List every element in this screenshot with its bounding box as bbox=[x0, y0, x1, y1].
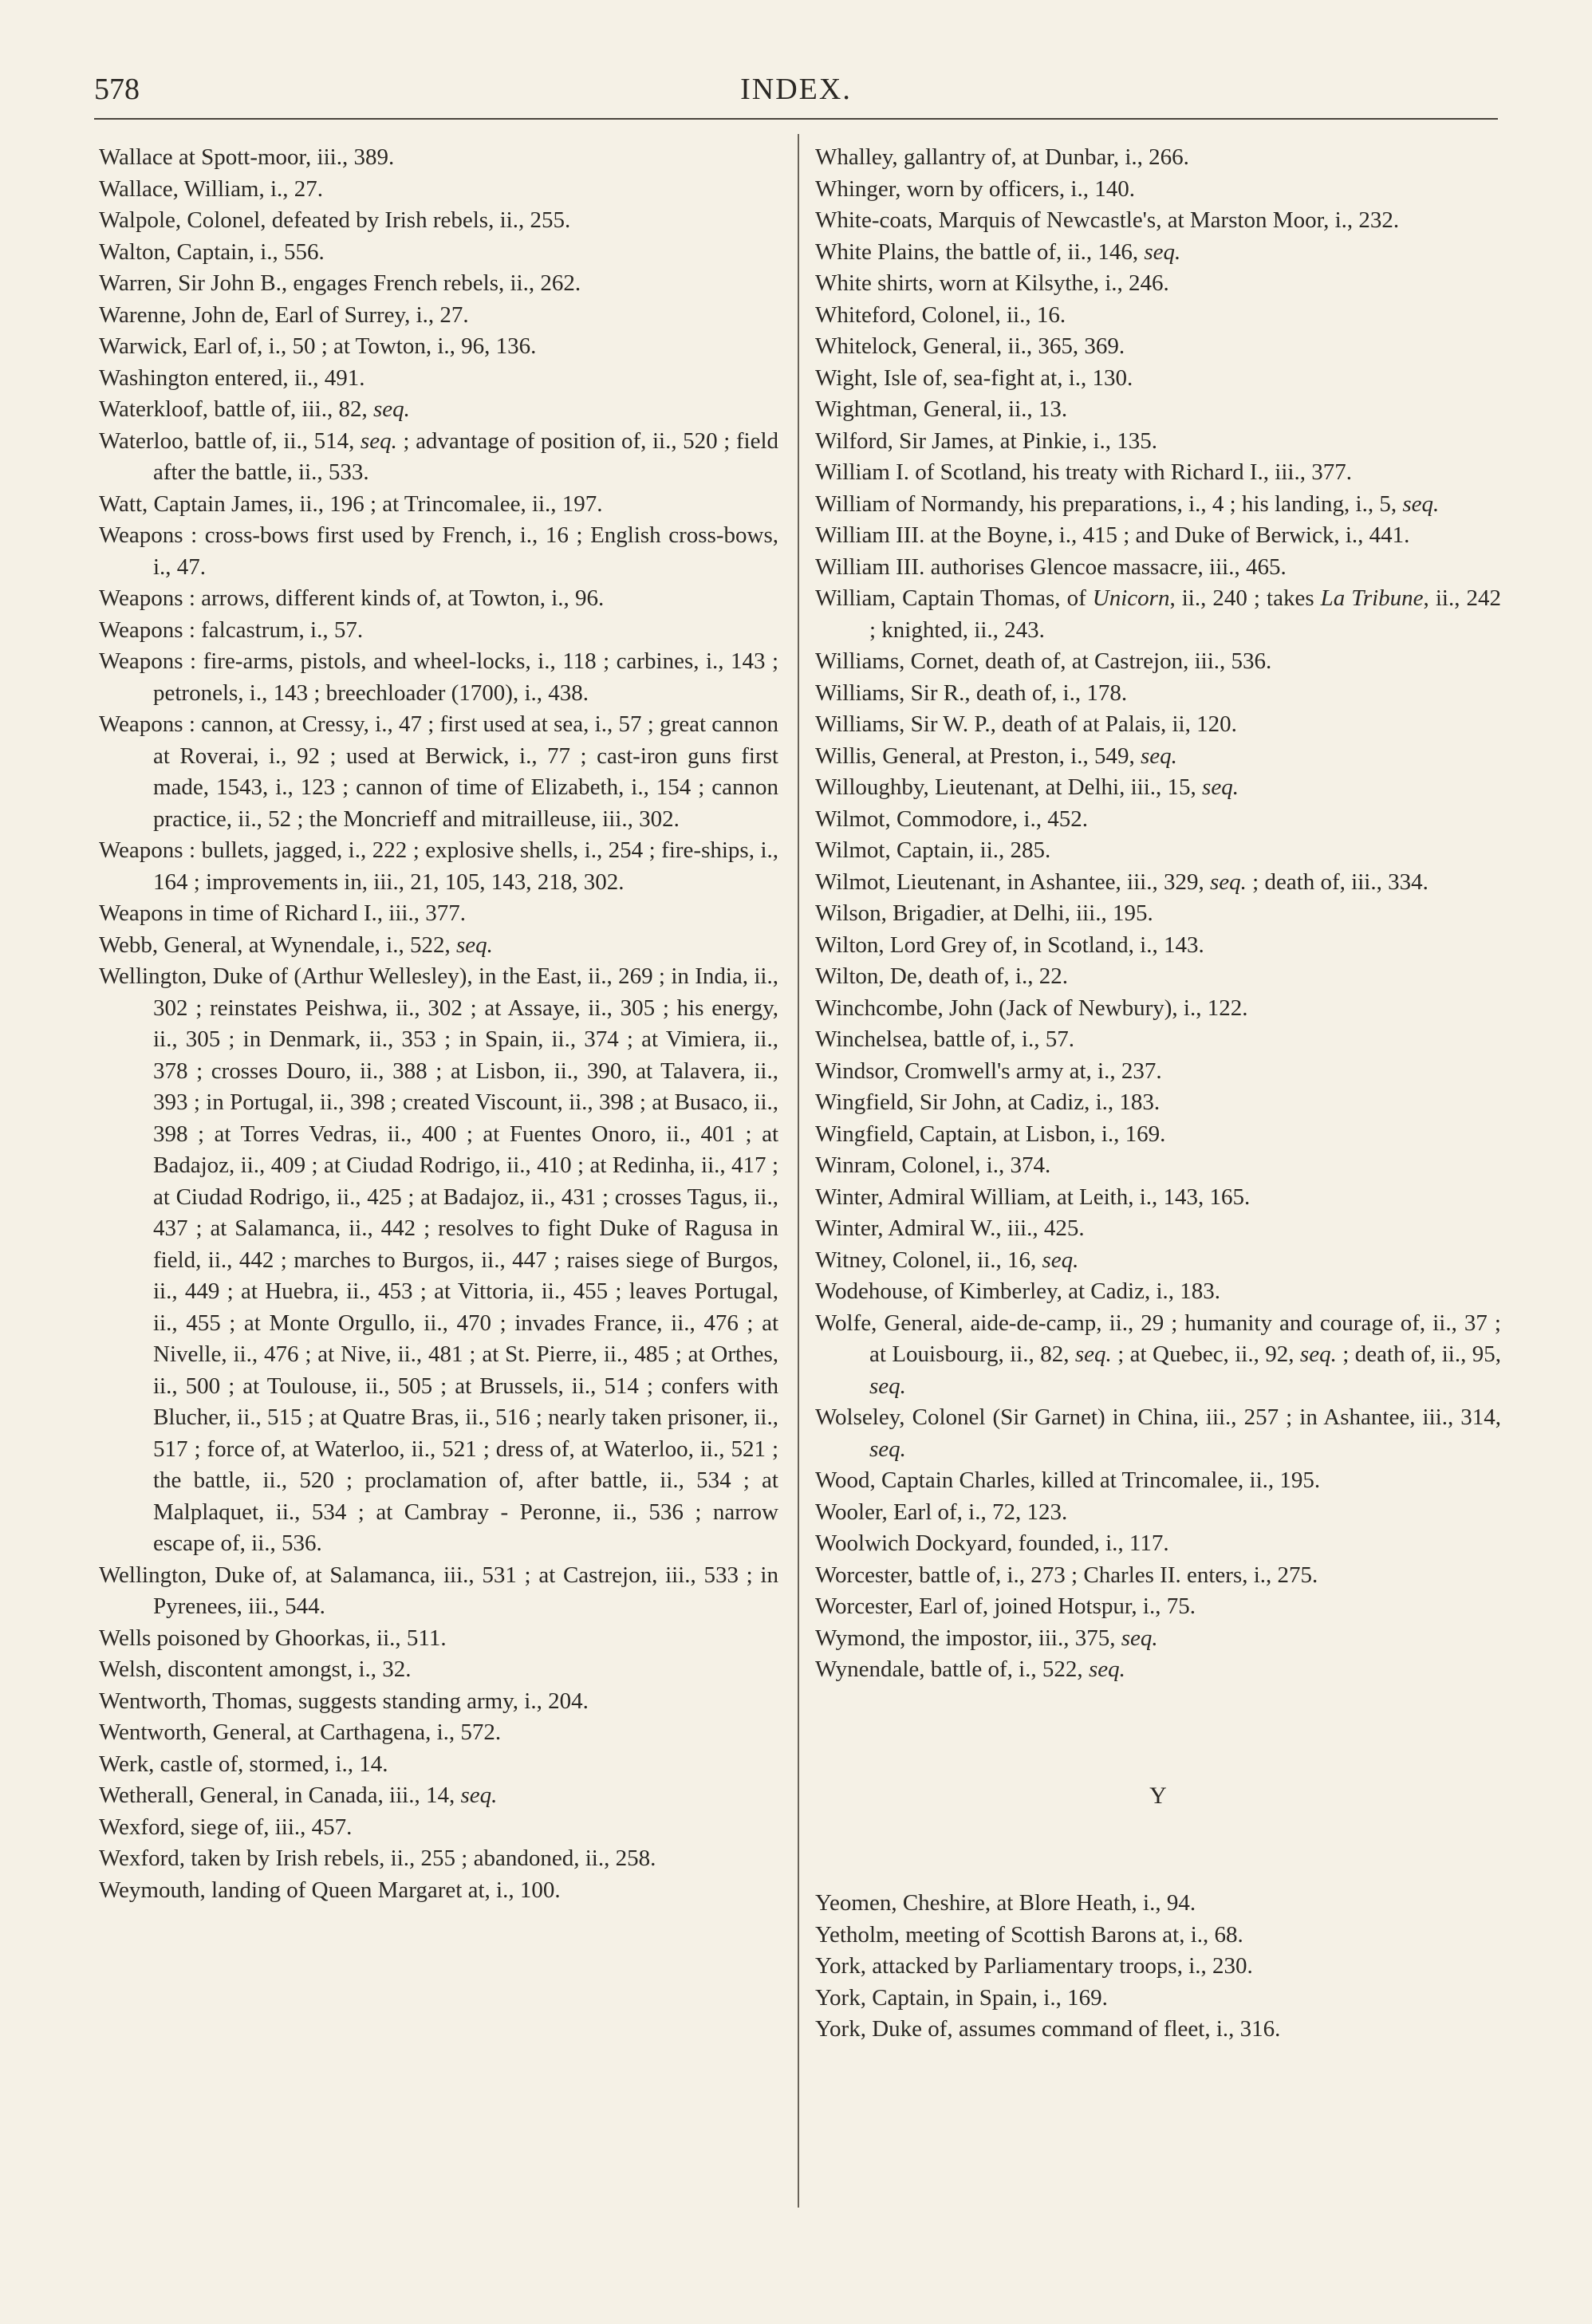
index-entry: Wodehouse, of Kimberley, at Cadiz, i., 183. bbox=[815, 1278, 1220, 1304]
index-entry: Wolfe, General, aide-de-camp, ii., 29 ; humanity and courage of, ii., 37 ; at Louisbourg, ii., 82, seq. ; at Quebec, ii., 92, seq. ; death of, ii., 95, seq. bbox=[815, 1310, 1501, 1399]
index-entry: Wells poisoned by Ghoorkas, ii., 511. bbox=[99, 1625, 447, 1651]
index-entry: Weapons in time of Richard I., iii., 377. bbox=[99, 900, 466, 926]
index-entry: York, attacked by Parliamentary troops, i., 230. bbox=[815, 1953, 1253, 1979]
index-entry: Weapons : falcastrum, i., 57. bbox=[99, 616, 364, 643]
index-entry: Wallace at Spott-moor, iii., 389. bbox=[99, 144, 395, 170]
index-entry: William III. authorises Glencoe massacre, iii., 465. bbox=[815, 553, 1287, 580]
index-entry: Wingfield, Captain, at Lisbon, i., 169. bbox=[815, 1121, 1166, 1147]
index-entry: Weapons : cross-bows first used by French, i., 16 ; English cross-bows, i., 47. bbox=[99, 522, 778, 580]
index-entry: William III. at the Boyne, i., 415 ; and Duke of Berwick, i., 441. bbox=[815, 522, 1410, 548]
index-entry: York, Captain, in Spain, i., 169. bbox=[815, 1984, 1108, 2011]
index-entry: Warenne, John de, Earl of Surrey, i., 27. bbox=[99, 301, 469, 328]
index-entry: Wilson, Brigadier, at Delhi, iii., 195. bbox=[815, 900, 1153, 926]
index-entry: Whitelock, General, ii., 365, 369. bbox=[815, 333, 1125, 359]
index-entry: Willoughby, Lieutenant, at Delhi, iii., 15, seq. bbox=[815, 774, 1239, 800]
index-entry: White-coats, Marquis of Newcastle's, at Marston Moor, i., 232. bbox=[815, 207, 1400, 233]
index-entry: Wilmot, Lieutenant, in Ashantee, iii., 329, seq. ; death of, iii., 334. bbox=[815, 869, 1428, 895]
index-entry: Wetherall, General, in Canada, iii., 14, seq. bbox=[99, 1782, 498, 1808]
index-entry: Williams, Cornet, death of, at Castrejon, iii., 536. bbox=[815, 648, 1272, 674]
index-entry: William of Normandy, his preparations, i., 4 ; his landing, i., 5, seq. bbox=[815, 490, 1440, 517]
index-entry: Wilmot, Captain, ii., 285. bbox=[815, 837, 1051, 863]
index-column-left bbox=[99, 142, 778, 1906]
index-entry: Waterloo, battle of, ii., 514, seq. ; advantage of position of, ii., 520 ; field after the battle, ii., 533. bbox=[99, 427, 779, 485]
index-entry: Witney, Colonel, ii., 16, seq. bbox=[815, 1247, 1079, 1273]
index-entry: Weapons : arrows, different kinds of, at Towton, i., 96. bbox=[99, 585, 605, 611]
index-entry: Wellington, Duke of, at Salamanca, iii., 531 ; at Castrejon, iii., 533 ; in Pyrenees, iii., 544. bbox=[99, 1562, 778, 1619]
index-entry: Washington entered, ii., 491. bbox=[99, 364, 365, 391]
index-entry: York, Duke of, assumes command of fleet, i., 316. bbox=[815, 2016, 1281, 2042]
index-entry: Worcester, Earl of, joined Hotspur, i., 75. bbox=[815, 1593, 1196, 1619]
index-entry: William, Captain Thomas, of Unicorn, ii., 240 ; takes La Tribune, ii., 242 ; knighted, ii., 243. bbox=[815, 585, 1501, 643]
index-entry: Welsh, discontent amongst, i., 32. bbox=[99, 1656, 412, 1682]
index-entry: Wexford, taken by Irish rebels, ii., 255 ; abandoned, ii., 258. bbox=[99, 1845, 656, 1871]
index-entry: Wilford, Sir James, at Pinkie, i., 135. bbox=[815, 427, 1157, 454]
index-entry: Winter, Admiral W., iii., 425. bbox=[815, 1215, 1085, 1241]
index-entry: Winram, Colonel, i., 374. bbox=[815, 1152, 1051, 1178]
index-entry: Wellington, Duke of (Arthur Wellesley), in the East, ii., 269 ; in India, ii., 302 ; reinstates Peishwa, ii., 302 ; at Assaye, ii., 305 ; his energy, ii., 305 ; in Denmark, ii., 353 ; in Spain, ii., 374 ; at Vimiera, ii., 378 ; crosses Douro, ii., 388 ; at Lisbon, ii., 390, at Talavera, ii., 393 ; in Portugal, ii., 398 ; created Viscount, ii., 398 ; at Busaco, ii., 398 ; at Torres Vedras, ii., 400 ; at Fuentes Onoro, ii., 401 ; at Badajoz, ii., 409 ; at Ciudad Rodrigo, ii., 410 ; at Redinha, ii., 417 ; at Ciudad Rodrigo, ii., 425 ; at Badajoz, ii., 431 ; crosses Tagus, ii., 437 ; at Salamanca, ii., 442 ; resolves to fight Duke of Ragusa in field, ii., 442 ; marches to Burgos, ii., 447 ; raises siege of Burgos, ii., 449 ; at Huebra, ii., 453 ; at Vittoria, ii., 455 ; leaves Portugal, ii., 455 ; at Monte Orgullo, ii., 470 ; invades France, ii., 476 ; at Nivelle, ii., 476 ; at Nive, ii., 481 ; at St. Pierre, ii., 485 ; at Orthes, ii., 500 ; at Toulouse, ii., 505 ; at Brussels, ii., 514 ; confers with Blucher, ii., 515 ; at Quatre Bras, ii., 516 ; nearly taken prisoner, ii., 517 ; force of, at Waterloo, ii., 521 ; dress of, at Waterloo, ii., 521 ; the battle, ii., 520 ; proclamation of, after battle, ii., 534 ; at Malplaquet, ii., 534 ; at Cambray - Peronne, ii., 536 ; narrow escape of, ii., 536. bbox=[99, 963, 778, 1556]
running-head: INDEX. bbox=[740, 73, 852, 106]
index-entry: Wexford, siege of, iii., 457. bbox=[99, 1814, 353, 1840]
index-entry: Wentworth, Thomas, suggests standing army, i., 204. bbox=[99, 1688, 589, 1714]
index-entry: Wilton, De, death of, i., 22. bbox=[815, 963, 1068, 989]
index-entry: Williams, Sir W. P., death of at Palais, ii, 120. bbox=[815, 711, 1237, 737]
header-rule bbox=[94, 118, 1498, 120]
index-entry: Weymouth, landing of Queen Margaret at, i., 100. bbox=[99, 1877, 561, 1903]
index-entry: Willis, General, at Preston, i., 549, seq. bbox=[815, 742, 1177, 769]
index-entry: Wilton, Lord Grey of, in Scotland, i., 143. bbox=[815, 932, 1204, 958]
index-entry: Weapons : bullets, jagged, i., 222 ; explosive shells, i., 254 ; fire-ships, i., 164 ; improvements in, iii., 21, 105, 143, 218, 302. bbox=[99, 837, 778, 895]
index-entry: Wightman, General, ii., 13. bbox=[815, 396, 1068, 422]
index-entry: Wolseley, Colonel (Sir Garnet) in China, iii., 257 ; in Ashantee, iii., 314, seq. bbox=[815, 1404, 1501, 1462]
index-entry: Winchcombe, John (Jack of Newbury), i., 122. bbox=[815, 995, 1248, 1021]
index-entry: Wymond, the impostor, iii., 375, seq. bbox=[815, 1625, 1158, 1651]
index-entry: Watt, Captain James, ii., 196 ; at Trincomalee, ii., 197. bbox=[99, 490, 603, 517]
index-entry: Wilmot, Commodore, i., 452. bbox=[815, 806, 1088, 832]
index-entry: Wooler, Earl of, i., 72, 123. bbox=[815, 1499, 1068, 1525]
index-entry: Waterkloof, battle of, iii., 82, seq. bbox=[99, 396, 410, 422]
index-entry: Winter, Admiral William, at Leith, i., 143, 165. bbox=[815, 1184, 1251, 1210]
index-entry: Wight, Isle of, sea-fight at, i., 130. bbox=[815, 364, 1133, 391]
index-entry: Whinger, worn by officers, i., 140. bbox=[815, 175, 1135, 202]
index-entry: Wood, Captain Charles, killed at Trincomalee, ii., 195. bbox=[815, 1467, 1321, 1493]
index-entry: Werk, castle of, stormed, i., 14. bbox=[99, 1751, 388, 1777]
index-entry: Warren, Sir John B., engages French rebels, ii., 262. bbox=[99, 270, 581, 296]
index-column-right bbox=[815, 142, 1501, 2046]
index-entry: Warwick, Earl of, i., 50 ; at Towton, i., 96, 136. bbox=[99, 333, 537, 359]
index-entry: Wingfield, Sir John, at Cadiz, i., 183. bbox=[815, 1089, 1161, 1115]
index-entry: Weapons : fire-arms, pistols, and wheel-locks, i., 118 ; carbines, i., 143 ; petronels, i., 143 ; breechloader (1700), i., 438. bbox=[99, 648, 778, 706]
index-entry: Weapons : cannon, at Cressy, i., 47 ; first used at sea, i., 57 ; great cannon at Roverai, i., 92 ; used at Berwick, i., 77 ; cast-iron guns first made, 1543, i., 123 ; cannon of time of Elizabeth, i., 154 ; cannon practice, ii., 52 ; the Moncrieff and mitrailleuse, iii., 302. bbox=[99, 711, 778, 832]
index-entry: William I. of Scotland, his treaty with Richard I., iii., 377. bbox=[815, 459, 1352, 485]
index-entry: Whalley, gallantry of, at Dunbar, i., 266. bbox=[815, 144, 1189, 170]
index-entry: Wynendale, battle of, i., 522, seq. bbox=[815, 1656, 1125, 1682]
index-entry: Whiteford, Colonel, ii., 16. bbox=[815, 301, 1066, 328]
index-entry: Windsor, Cromwell's army at, i., 237. bbox=[815, 1058, 1162, 1084]
section-letter-y: Y bbox=[1149, 1782, 1167, 1809]
index-entry: Yetholm, meeting of Scottish Barons at, i., 68. bbox=[815, 1921, 1243, 1948]
index-entry: Williams, Sir R., death of, i., 178. bbox=[815, 679, 1128, 706]
index-entry: Woolwich Dockyard, founded, i., 117. bbox=[815, 1530, 1169, 1556]
index-entry: Wallace, William, i., 27. bbox=[99, 175, 324, 202]
index-entry: Webb, General, at Wynendale, i., 522, seq. bbox=[99, 932, 493, 958]
index-entry: White shirts, worn at Kilsythe, i., 246. bbox=[815, 270, 1169, 296]
index-entry: Walton, Captain, i., 556. bbox=[99, 238, 325, 265]
index-entry: Yeomen, Cheshire, at Blore Heath, i., 94. bbox=[815, 1890, 1196, 1916]
index-entry: Wentworth, General, at Carthagena, i., 572. bbox=[99, 1719, 502, 1745]
index-entry: Winchelsea, battle of, i., 57. bbox=[815, 1026, 1074, 1052]
page-number: 578 bbox=[94, 73, 140, 106]
index-entry: Walpole, Colonel, defeated by Irish rebels, ii., 255. bbox=[99, 207, 571, 233]
index-entry: Worcester, battle of, i., 273 ; Charles II. enters, i., 275. bbox=[815, 1562, 1318, 1588]
column-divider bbox=[798, 134, 799, 2208]
index-entry: White Plains, the battle of, ii., 146, seq. bbox=[815, 238, 1181, 265]
